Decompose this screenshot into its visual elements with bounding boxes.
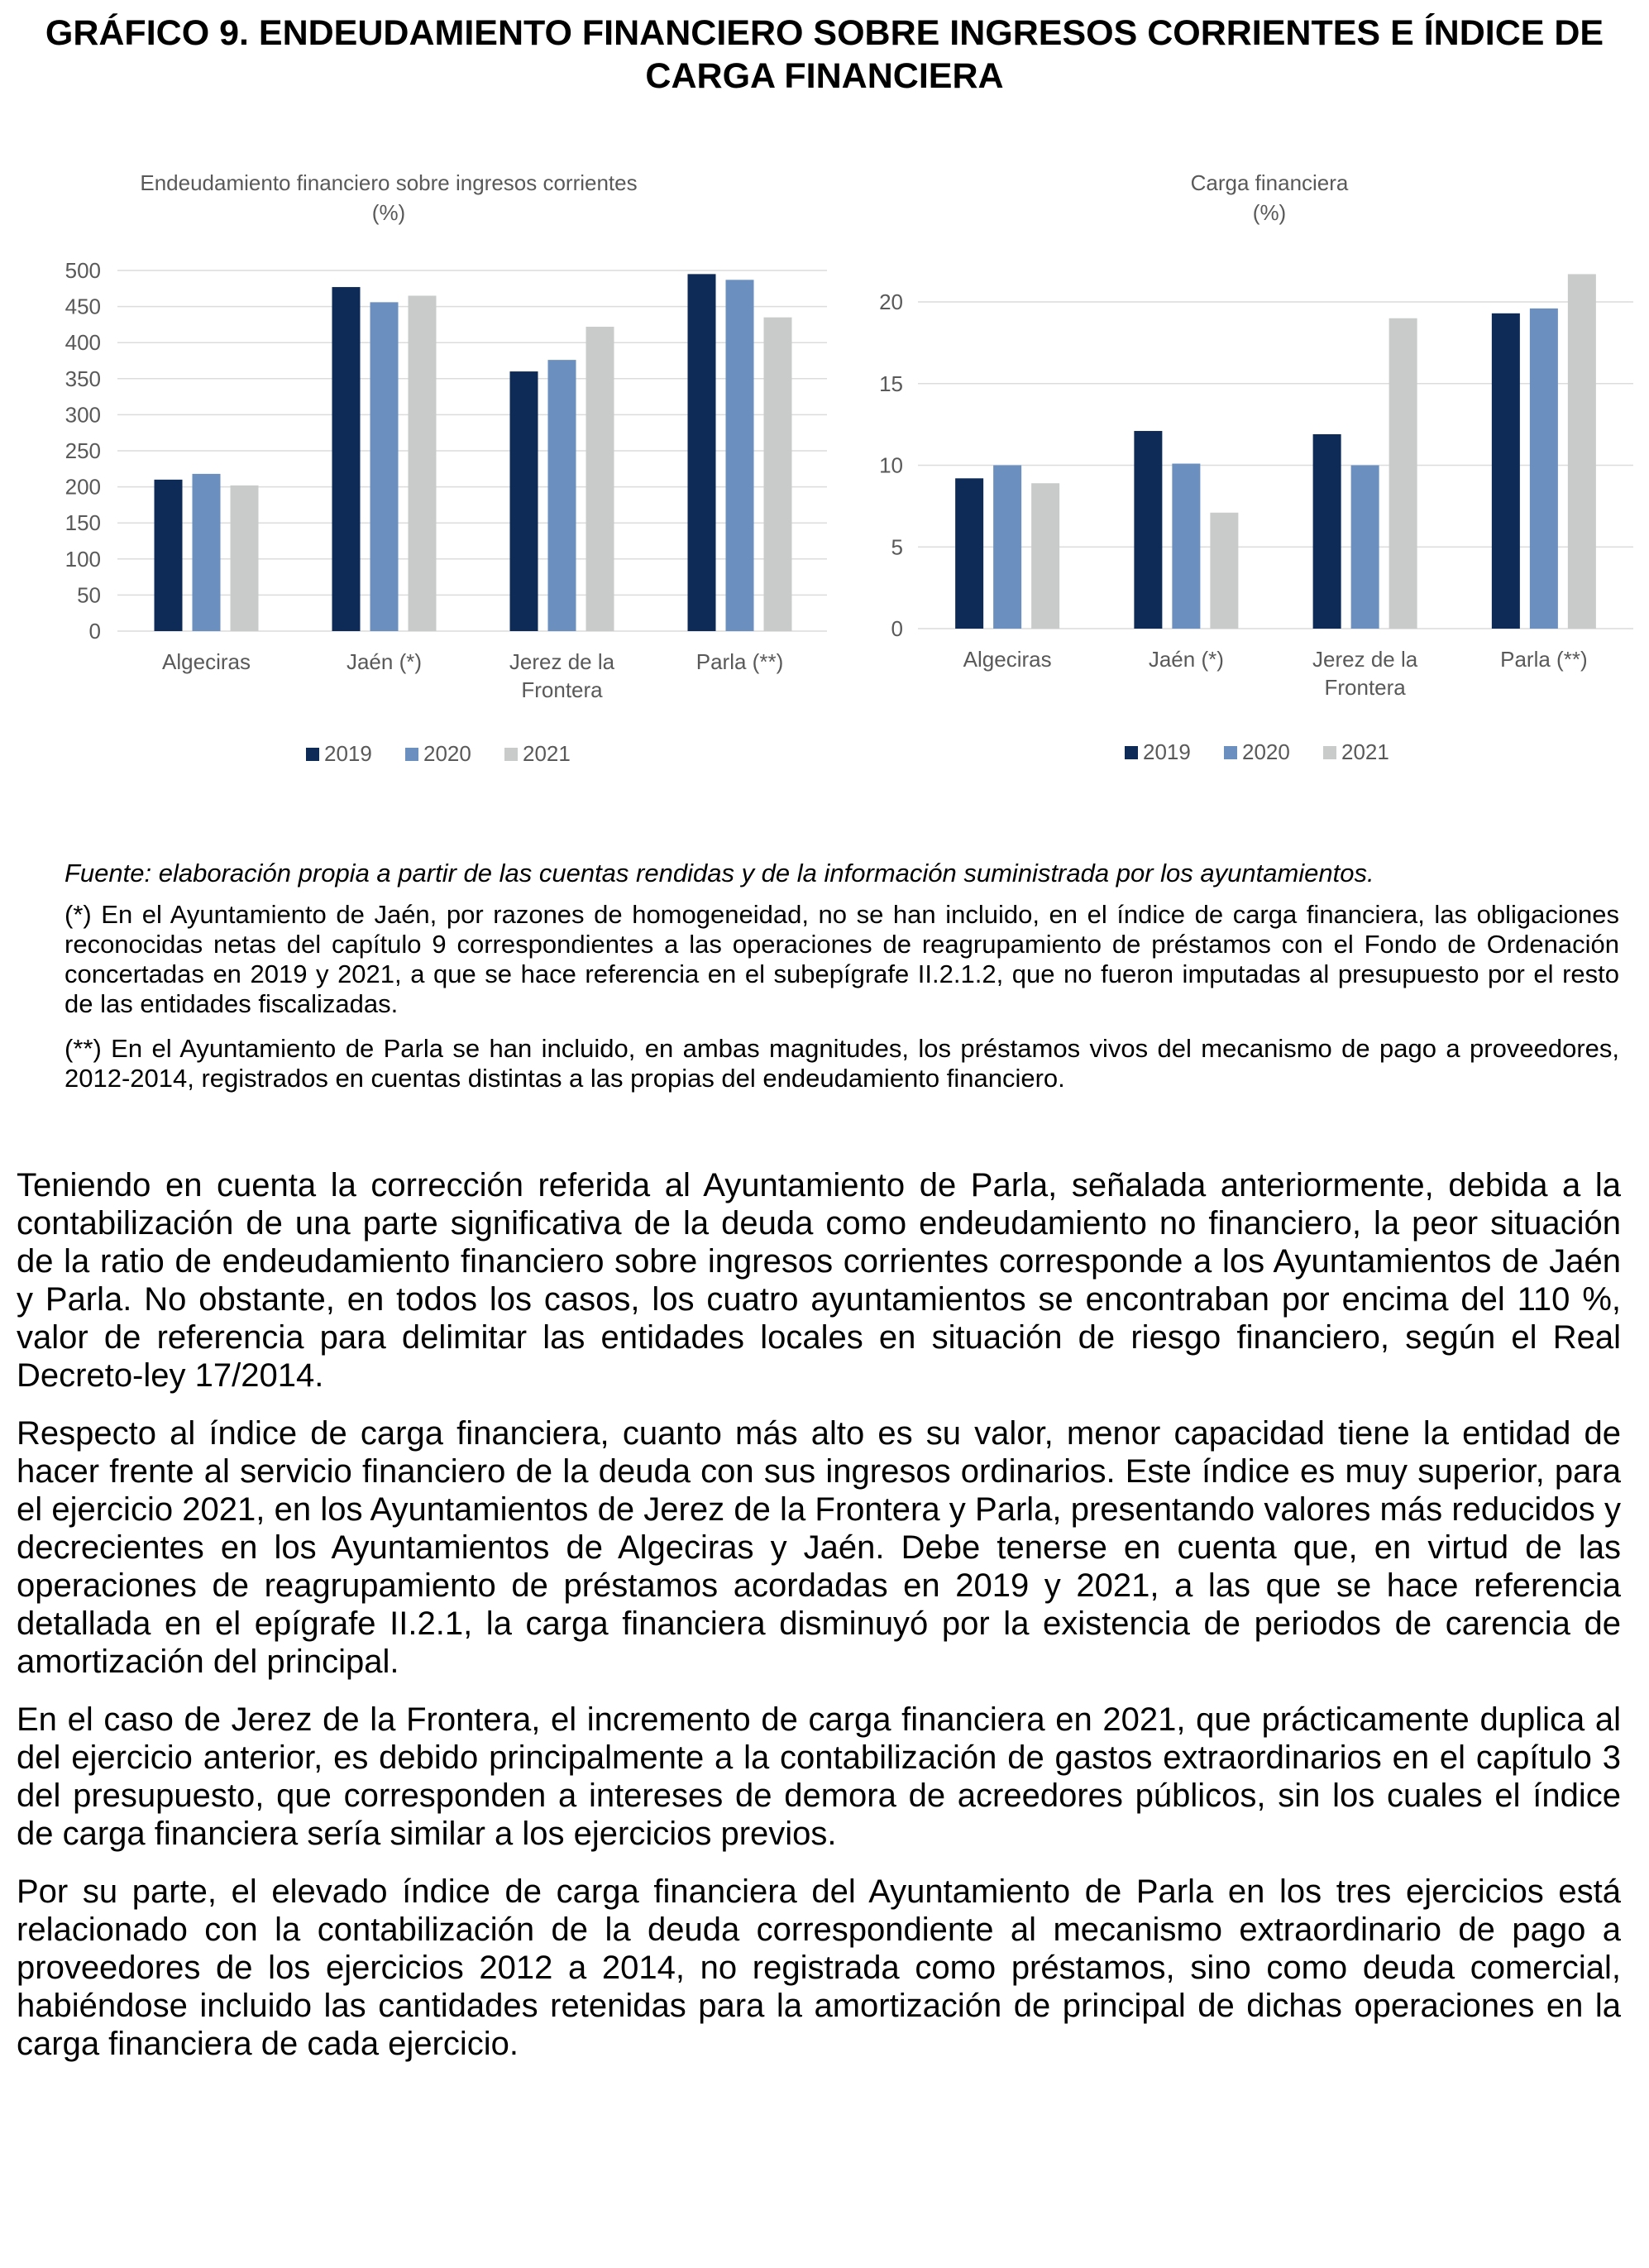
x-tick-label bbox=[509, 649, 615, 702]
bar-2020 bbox=[370, 302, 399, 631]
x-tick-label bbox=[1149, 647, 1224, 672]
legend-swatch-2020 bbox=[405, 748, 418, 761]
y-tick-label: 400 bbox=[65, 330, 101, 356]
bar-2019 bbox=[510, 371, 538, 631]
bar-2019 bbox=[1492, 313, 1520, 629]
bar-2019 bbox=[688, 274, 716, 631]
y-tick-label: 300 bbox=[65, 402, 101, 428]
legend-swatch-2021 bbox=[1323, 746, 1336, 759]
figure-title: GRÁFICO 9. ENDEUDAMIENTO FINANCIERO SOBRE INGRESOS CORRIENTES E ÍNDICE DE CARGA FINANCIERA bbox=[45, 13, 1604, 96]
y-tick-label: 5 bbox=[891, 534, 903, 560]
chart-carga-financiera-svg bbox=[844, 157, 1637, 786]
x-tick-label-line: Algeciras bbox=[162, 649, 251, 674]
bar-2021 bbox=[231, 486, 259, 631]
x-tick-label-line: Jaén (*) bbox=[1148, 647, 1224, 672]
legend-label-2019: 2019 bbox=[1143, 739, 1191, 764]
bar-2019 bbox=[955, 478, 983, 629]
bar-2021 bbox=[1031, 483, 1059, 629]
bar-2020 bbox=[193, 474, 221, 631]
chart-title: Carga financiera bbox=[1190, 170, 1349, 195]
y-tick-label: 10 bbox=[879, 452, 903, 478]
x-tick-label bbox=[1500, 647, 1587, 672]
x-tick-label bbox=[162, 649, 251, 674]
legend-label-2019: 2019 bbox=[324, 741, 372, 766]
bar-2021 bbox=[1389, 318, 1417, 629]
legend-swatch-2019 bbox=[1125, 746, 1138, 759]
y-tick-label: 500 bbox=[65, 258, 101, 283]
y-tick-label: 450 bbox=[65, 294, 101, 319]
y-tick-label: 350 bbox=[65, 366, 101, 391]
chart-endeudamiento-svg bbox=[33, 157, 827, 786]
bar-2019 bbox=[332, 287, 361, 631]
x-tick-label-line: Jerez de la bbox=[1312, 647, 1418, 672]
bar-2020 bbox=[993, 466, 1021, 629]
bar-2021 bbox=[764, 318, 792, 631]
legend-label-2021: 2021 bbox=[1341, 739, 1389, 764]
figure-notes bbox=[65, 859, 1619, 1108]
x-tick-label-line: Jerez de la bbox=[509, 649, 615, 674]
legend-label-2020: 2020 bbox=[423, 741, 471, 766]
bar-2019 bbox=[1134, 431, 1162, 629]
bar-2020 bbox=[1351, 466, 1379, 629]
footnote-jaen: (*) En el Ayuntamiento de Jaén, por razones de homogeneidad, no se han incluido, en el índice de carga financiera, las obligaciones reconocidas netas del capítulo 9 correspondientes a las operaciones de reagrupamiento de préstamos con el Fondo de Ordenación concertadas en 2019 y 2021, a que se hace referencia en el subepígrafe II.2.1.2, que no fueron imputadas al presupuesto por el resto de las entidades fiscalizadas. bbox=[65, 900, 1619, 1018]
y-tick-label: 150 bbox=[65, 510, 101, 536]
y-tick-label: 0 bbox=[88, 619, 101, 644]
x-tick-label bbox=[1312, 647, 1418, 700]
chart-subtitle: (%) bbox=[1252, 200, 1287, 225]
y-tick-label: 0 bbox=[891, 616, 903, 641]
paragraph-4: Por su parte, el elevado índice de carga financiera del Ayuntamiento de Parla en los tres ejercicios está relacionado con la contabilización de la deuda correspondiente al mecanismo extraordinario de pago a proveedores de los ejercicios 2012 a 2014, no registrada como préstamos, sino como deuda comercial, habiéndose incluido las cantidades retenidas para la amortización de principal de dichas operaciones en la carga financiera de cada ejercicio. bbox=[17, 1873, 1621, 2062]
bar-2020 bbox=[1530, 309, 1558, 629]
paragraph-2: Respecto al índice de carga financiera, cuanto más alto es su valor, menor capacidad tiene la entidad de hacer frente al servicio financiero de la deuda con sus ingresos ordinarios. Este índice es muy superior, para el ejercicio 2021, en los Ayuntamientos de Jerez de la Frontera y Parla, presentando valores más reducidos y decrecientes en los Ayuntamientos de Algeciras y Jaén. Debe tenerse en cuenta que, en virtud de las operaciones de reagrupamiento de préstamos acordadas en 2019 y 2021, a las que se hace referencia detallada en el epígrafe II.2.1, la carga financiera disminuyó por la existencia de periodos de carencia de amortización del principal. bbox=[17, 1415, 1621, 1680]
x-tick-label-line: Parla (**) bbox=[1500, 647, 1588, 672]
bar-2021 bbox=[1210, 513, 1238, 629]
bar-2020 bbox=[1172, 464, 1200, 629]
x-tick-label bbox=[347, 649, 422, 674]
y-tick-label: 100 bbox=[65, 546, 101, 572]
x-tick-label-line: Frontera bbox=[521, 677, 603, 702]
legend-swatch-2021 bbox=[504, 748, 518, 761]
bar-2021 bbox=[409, 296, 437, 631]
chart-subtitle: (%) bbox=[371, 200, 406, 225]
chart-carga-financiera bbox=[844, 157, 1637, 786]
source-note: Fuente: elaboración propia a partir de las cuentas rendidas y de la información suministrada por los ayuntamientos. bbox=[65, 859, 1374, 888]
x-tick-label-line: Frontera bbox=[1324, 675, 1406, 700]
legend-swatch-2020 bbox=[1224, 746, 1237, 759]
x-tick-label-line: Jaén (*) bbox=[346, 649, 423, 674]
y-tick-label: 250 bbox=[65, 438, 101, 463]
chart-title: Endeudamiento financiero sobre ingresos corrientes bbox=[140, 170, 638, 195]
x-tick-label-line: Parla (**) bbox=[695, 649, 784, 674]
y-tick-label: 200 bbox=[65, 474, 101, 500]
x-tick-label bbox=[963, 647, 1052, 672]
bar-2020 bbox=[726, 280, 754, 631]
legend-swatch-2019 bbox=[306, 748, 319, 761]
y-tick-label: 20 bbox=[879, 289, 903, 314]
legend-label-2020: 2020 bbox=[1242, 739, 1290, 764]
bar-2019 bbox=[155, 480, 183, 631]
bar-2019 bbox=[1313, 434, 1341, 629]
bar-2021 bbox=[1568, 274, 1596, 629]
footnote-parla: (**) En el Ayuntamiento de Parla se han incluido, en ambas magnitudes, los préstamos vivos del mecanismo de pago a proveedores, 2012-2014, registrados en cuentas distintas a las propias del endeudamiento financiero. bbox=[65, 1034, 1619, 1093]
paragraph-3: En el caso de Jerez de la Frontera, el incremento de carga financiera en 2021, que prácticamente duplica al del ejercicio anterior, es debido principalmente a la contabilización de gastos extraordinarios en el capítulo 3 del presupuesto, que corresponden a intereses de demora de acreedores públicos, sin los cuales el índice de carga financiera sería similar a los ejercicios previos. bbox=[17, 1701, 1621, 1852]
bar-2021 bbox=[586, 327, 614, 631]
legend-label-2021: 2021 bbox=[523, 741, 571, 766]
bar-2020 bbox=[548, 360, 576, 631]
y-tick-label: 50 bbox=[77, 582, 101, 608]
x-tick-label bbox=[696, 649, 783, 674]
body-text bbox=[17, 1166, 1621, 2083]
y-tick-label: 15 bbox=[879, 371, 903, 396]
chart-endeudamiento bbox=[33, 157, 827, 786]
x-tick-label-line: Algeciras bbox=[963, 647, 1052, 672]
paragraph-1: Teniendo en cuenta la corrección referida al Ayuntamiento de Parla, señalada anteriormente, debida a la contabilización de una parte significativa de la deuda como endeudamiento no financiero, la peor situación de la ratio de endeudamiento financiero sobre ingresos corrientes corresponde a los Ayuntamientos de Jaén y Parla. No obstante, en todos los casos, los cuatro ayuntamientos se encontraban por encima del 110 %, valor de referencia para delimitar las entidades locales en situación de riesgo financiero, según el Real Decreto-ley 17/2014. bbox=[17, 1167, 1621, 1394]
